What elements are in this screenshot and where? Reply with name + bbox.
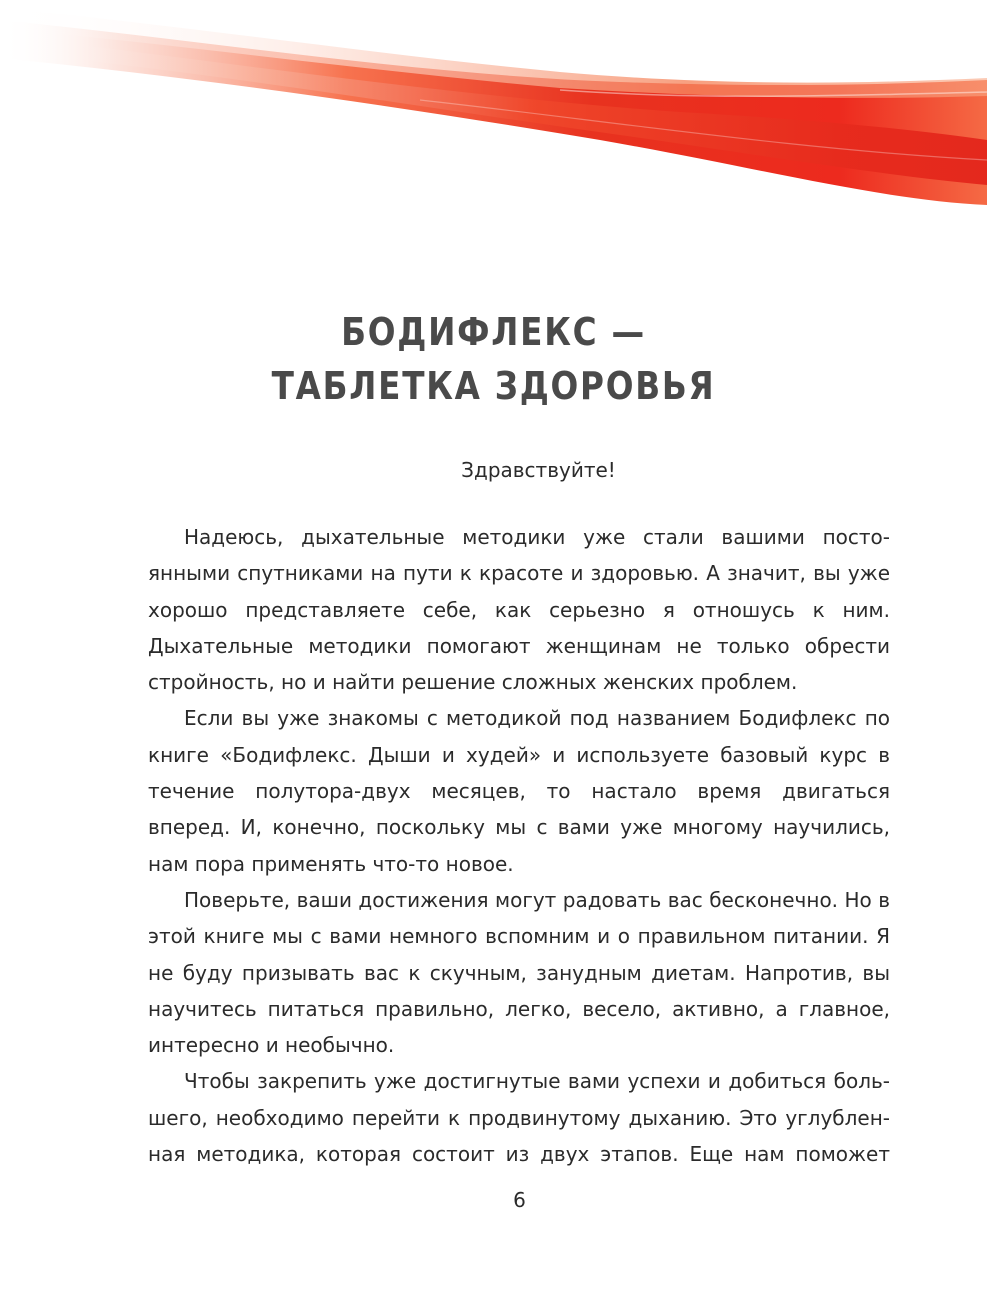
decorative-red-wave-banner [0,0,987,240]
greeting: Здравствуйте! [461,458,616,482]
chapter-title [69,305,918,413]
paragraph-3: Поверьте, ваши достижения могут радовать вас бесконечно. Но в этой книге мы с вами немного вспомним и о правильном питании. Я не буду призывать вас к скучным, занудным диетам. Напротив, вы научитесь питаться правильно, легко, весело, активно, а главное, интересно и необычно. [148,887,890,1058]
paragraph-4: Чтобы закрепить уже достигнутые вами успехи и добиться большего, необходимо перейти к продвинутому дыханию. Это углубленная методика, которая состоит из двух этапов. Еще нам поможет [148,1069,890,1167]
chapter-title-line-2: ТАБЛЕТКА ЗДОРОВЬЯ [271,364,716,408]
body-text [148,519,890,1172]
paragraph-2: Если вы уже знакомы с методикой под названием Бодифлекс по книге «Бодифлекс. Дыши и худей» и используете базовый курс в течение полутора-двух месяцев, то настало время двигаться вперед. И, конечно, поскольку мы с вами уже многому научились, нам пора применять что-то новое. [148,706,890,876]
chapter-title-line-1: БОДИФЛЕКС — [341,310,646,354]
paragraph-1: Надеюсь, дыхательные методики уже стали вашими постоянными спутниками на пути к красоте и здоровью. А значит, вы уже хорошо представляете себе, как серьезно я отношусь к ним. Дыхательные методики помогают женщинам не только обрести стройность, но и найти решение сложных женских проблем. [148,525,890,695]
page-number: 6 [513,1188,526,1212]
